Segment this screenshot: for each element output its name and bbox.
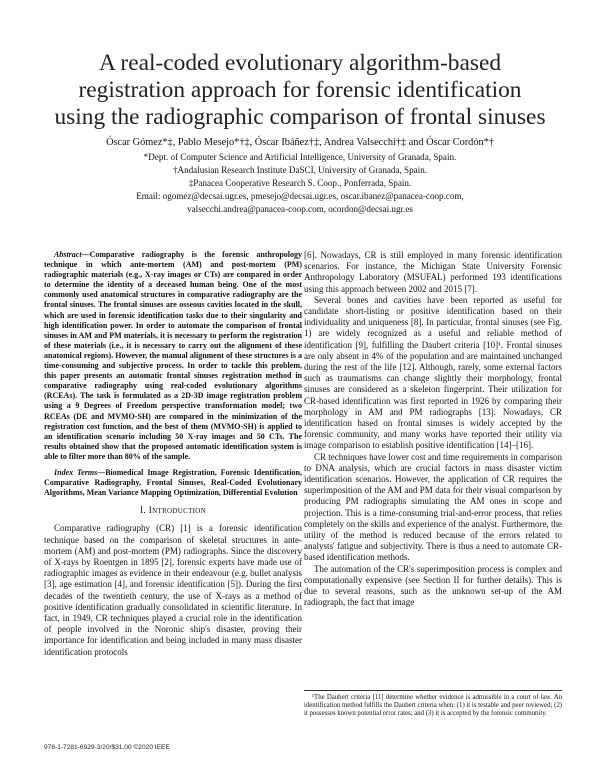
author-list: Óscar Gómez*‡, Pablo Mesejo*†‡, Óscar Ibáñez†‡, Andrea Valsecchi†‡ and Óscar Cordón*† xyxy=(106,137,494,148)
paper-title xyxy=(40,50,560,131)
body-paragraph: [6]. Nowadays, CR is still employed in many forensic identification scenarios. For instance, the Michigan State University Forensic Anthropology Laboratory (MSUFAL) performed 193 identifications using this approach between 2002 and 2015 [7]. xyxy=(304,250,562,294)
affiliation-2: †Andalusian Research Institute DaSCI, University of Granada, Spain. xyxy=(172,165,428,175)
section-numeral: I. xyxy=(139,506,147,517)
affiliation-3: ‡Panacea Cooperative Research S. Coop., Ponferrada, Spain. xyxy=(188,178,412,188)
abstract-label: Abstract xyxy=(54,250,82,259)
footnote-text: ¹The Daubert criteria [11] determine whether evidence is admissible in a court of law. An identification method fulfills the Daubert criteria when: (1) it is testable and peer reviewed; (2) it possesses known potential error rates; and (3) it is accepted by the forensic community. xyxy=(304,694,562,718)
index-terms-text: —Biomedical Image Registration, Forensic Identification, Comparative Radiography, Frontal Sinuses, Real-Coded Evolutionary Algorithms, Mean Variance Mapping Optimization, Differential Evolution xyxy=(44,467,303,498)
title-line: registration approach for forensic identification xyxy=(78,77,522,103)
email-line-1: Email: ogomez@decsai.ugr.es, pmesejo@decsai.ugr.es, oscar.ibanez@panacea-coop.com, xyxy=(136,191,464,201)
body-paragraph: The automation of the CR's superimposition process is complex and computationally expensive (see Section II for further details). This is due to several reasons, such as the unknown set-up of the AM radiograph, the fact that image xyxy=(304,563,562,608)
footnote xyxy=(304,690,562,719)
intro-paragraph: Comparative radiography (CR) [1] is a forensic identification technique based on the comparison of skeletal structures in ante-mortem (AM) and post-mortem (PM) radiographs. Since the discovery of X-rays by Roentgen in 1895 [2], forensic experts have made use of radiographic images as evidence in their endeavour (e.g. bullet analysis [3], age estimation [4], and forensic identification [5]). During the first decades of the twentieth century, the use of X-rays as a method of positive identification gradually consolidated in scientific literature. In fact, in 1949, CR techniques played a crucial role in the identification of people involved in the Noronic ship's disaster, proving their importance for identification and being included in many mass disaster identification protocols xyxy=(44,523,302,657)
copyright-notice: 978-1-7281-6929-3/20/$31.00 ©2020 IEEE xyxy=(44,744,170,751)
abstract xyxy=(44,250,302,462)
abstract-text: —Comparative radiography is the forensic anthropology technique in which ante-mortem (AM) and post-mortem (PM) radiographic materials (e.g., X-ray images or CTs) are compared in order to determine the identity of a deceased human being. One of the most commonly used anatomical structures in comparative radiography are the frontal sinuses. The frontal sinuses are osseous cavities located in the skull, which are used in forensic identification tasks due to their singularity and high identification power. In order to automate the comparison of frontal sinuses in AM and PM materials, it is necessary to perform the registration of these materials (i.e., it is necessary to carry out the alignment of these anatomical regions). However, the manual alignment of these structures is a time-consuming and subjective process. In order to tackle this problem, this paper presents an automatic frontal sinuses registration method in comparative radiography using real-coded evolutionary algorithms (RCEAs). The task is formulated as a 2D-3D image registration problem using a 9 Degrees of Freedom perspective transformation model; two RCEAs (DE and MVMO-SH) are compared in the minimization of the registration cost function, and the best of them (MVMO-SH) is applied to an identification scenario including 50 X-ray images and 50 CTs. The results obtained show that the proposed automatic identification system is able to filter more than 80% of the sample. xyxy=(44,250,302,461)
section-title: Introduction xyxy=(148,506,206,517)
section-heading xyxy=(44,506,302,517)
left-column xyxy=(44,250,302,658)
affiliation-1: *Dept. of Computer Science and Artificial Intelligence, University of Granada, Spain. xyxy=(143,152,457,162)
body-paragraph: CR techniques have lower cost and time requirements in comparison to DNA analysis, which are crucial factors in mass disaster victim identification scenarios. However, the application of CR requires the superimposition of the AM and PM data for their visual comparison by producing PM radiographs simulating the AM ones in scope and projection. This is a time-consuming trial-and-error process, that relies completely on the skills and experience of the analyst. Furthermore, the utility of the method is reduced because of the errors related to analysts' fatigue and subjectivity. There is thus a need to automate CR-based identification methods. xyxy=(304,451,562,563)
title-line: A real-coded evolutionary algorithm-based xyxy=(98,50,502,76)
body-paragraph: Several bones and cavities have been reported as useful for candidate short-listing or positive identification based on their individuality and uniqueness [8]. In particular, frontal sinuses (see Fig. 1) are widely recognized as a useful and reliable method of identification [9], fulfilling the Daubert criteria [10]¹. Frontal sinuses are only absent in 4% of the population and are maintained unchanged during the rest of the life [12]. Although, rarely, some external factors such as traumatisms can change slightly their morphology, frontal sinuses are considered as a skeleton fingerprint. Their utilization for CR-based identification was first reported in 1926 by comparing their morphology in AM and PM radiographs [13]. Nowadays, CR identification based on frontal sinuses is widely accepted by the forensic community, and many works have reported their utility via image comparison to establish positive identification [14]–[16]. xyxy=(304,294,562,451)
index-terms-label: Index Terms xyxy=(54,467,98,477)
title-line: using the radiographic comparison of frontal sinuses xyxy=(54,104,546,130)
right-column xyxy=(304,250,562,609)
email-line-2: valsecchi.andrea@panacea-coop.com, ocordon@decsai.ugr.es xyxy=(187,204,413,214)
index-terms xyxy=(44,468,302,498)
